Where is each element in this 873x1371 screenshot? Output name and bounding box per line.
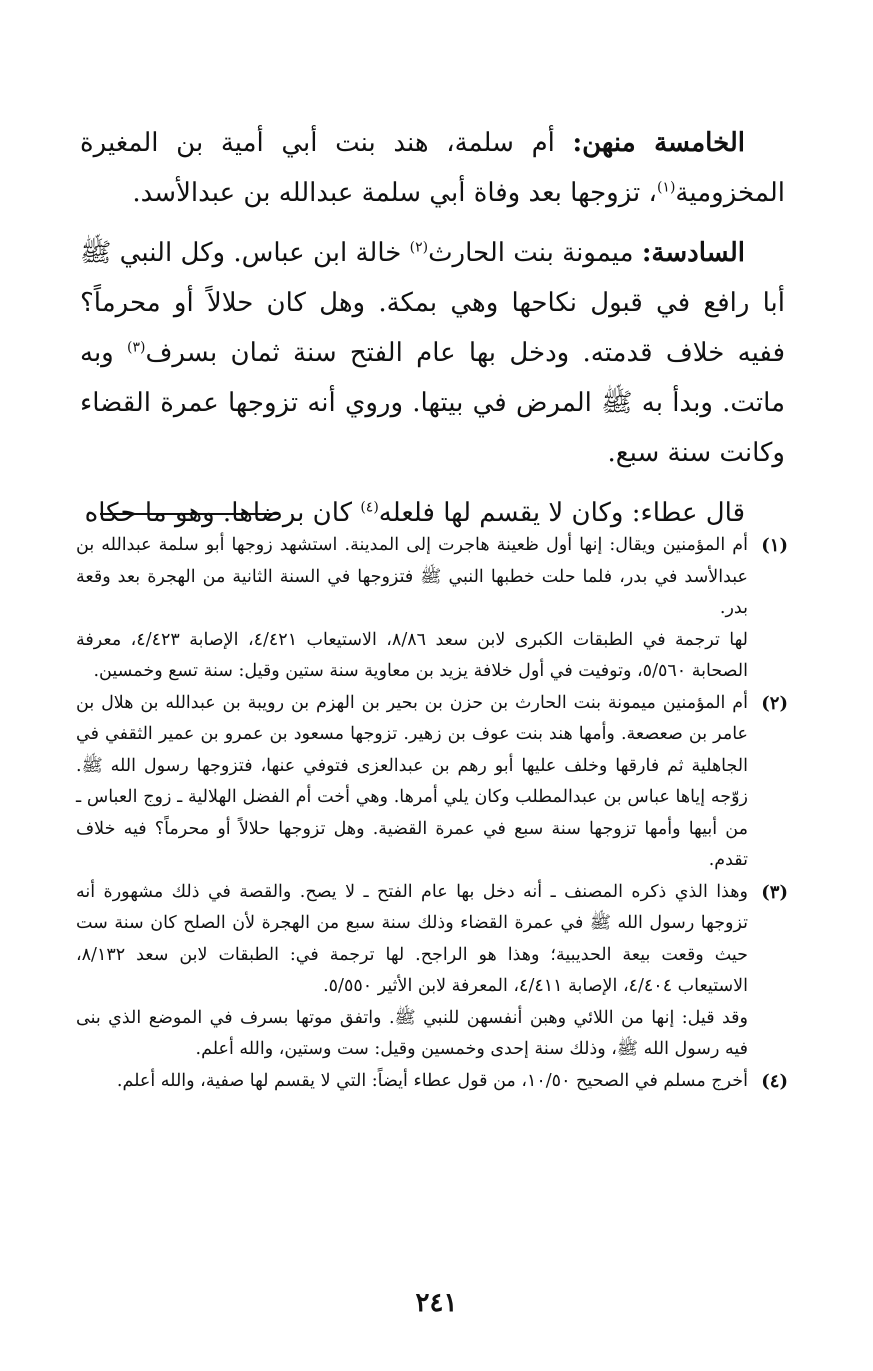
footnote-number: (١) xyxy=(761,535,788,556)
footnote-text: أم المؤمنين ميمونة بنت الحارث بن حزن بن بحير بن الهزم بن رويبة بن عبدالله بن هلال بن عامر بن صعصعة. وأمها هند بنت عوف بن زهير. تزوجها مسعود بن عمرو بن عمير الثقفي في الجاهلية ثم فارقها وخلف عليها أبو رهم بن عبدالعزى فتوفي عنها، فتزوجها رسول الله ﷺ. زوّجه إياها عباس بن عبدالمطلب وكان يلي أمرها. وهي أخت أم الفضل الهلالية ـ زوج العباس ـ من أبيها وأمها تزوجها سنة سبع في عمرة القضية. وهل تزوجها حلالاً أو محرماً؟ فيه خلاف تقدم. xyxy=(76,692,748,870)
footnote-ref: (٤) xyxy=(360,499,379,516)
footnote-number: (٤) xyxy=(761,1070,788,1092)
footnote-number: (٢) xyxy=(761,692,788,714)
footnote-2 xyxy=(76,688,788,877)
footnote-body xyxy=(76,688,748,877)
paragraph-text: أم سلمة، هند بنت أبي أمية بن المغيرة المخزومية xyxy=(80,128,785,208)
footnote-number: (٣) xyxy=(761,881,788,903)
footnote-body xyxy=(76,530,748,688)
paragraph-1 xyxy=(80,118,785,218)
paragraph-lead: السادسة: xyxy=(641,238,745,268)
footnote-1 xyxy=(76,530,788,688)
paragraph-text: وبه ماتت. وبدأ به ﷺ المرض في بيتها. وروي أنه تزوجها عمرة القضاء وكانت سنة سبع. xyxy=(80,338,785,468)
footnote-text: لها ترجمة في الطبقات الكبرى لابن سعد ٨/٨٦، الاستيعاب ٤/٤٢١، الإصابة ٤/٤٢٣، معرفة الصحابة ٥/٥٦٠، وتوفيت في أول خلافة يزيد بن معاوية سنة ستين وقيل: سنة تسع وخمسين. xyxy=(76,629,748,681)
footnote-body xyxy=(76,1066,748,1098)
footnote-separator xyxy=(100,513,278,515)
footnote-ref: (٣) xyxy=(127,339,146,356)
footnote-body xyxy=(76,877,748,1066)
paragraph-text: قال عطاء: وكان لا يقسم لها فلعله xyxy=(378,498,745,528)
footnotes xyxy=(76,530,788,1097)
footnote-4 xyxy=(76,1066,788,1098)
main-text xyxy=(80,118,785,548)
paragraph-lead: الخامسة منهن: xyxy=(572,128,746,158)
footnote-text: أم المؤمنين ويقال: إنها أول ظعينة هاجرت إلى المدينة. استشهد زوجها أبو سلمة عبدالله بن عبدالأسد في بدر، فلما حلت خطبها النبي ﷺ فتزوجها في السنة الثانية من الهجرة بعد وقعة بدر. xyxy=(76,535,748,618)
paragraph-text: خالة ابن عباس. وكل النبي ﷺ أبا رافع في قبول نكاحها وهي بمكة. وهل كان حلالاً أو محرماً؟ ففيه خلاف قدمته. ودخل بها عام الفتح سنة ثمان بسرف xyxy=(80,238,786,368)
paragraph-text: ميمونة بنت الحارث xyxy=(428,238,642,268)
footnote-text: أخرج مسلم في الصحيح ١٠/٥٠، من قول عطاء أيضاً: التي لا يقسم لها صفية، والله أعلم. xyxy=(116,1070,748,1091)
paragraph-text: كان برضاها. وهو ما حكاه xyxy=(84,498,361,528)
paragraph-2 xyxy=(80,228,785,478)
footnote-ref: (١) xyxy=(656,179,676,196)
page-number: ٢٤١ xyxy=(415,1288,458,1318)
footnote-text: وقد قيل: إنها من اللائي وهبن أنفسهن للنبي ﷺ. واتفق موتها بسرف في الموضع الذي بنى فيه رسول الله ﷺ، وذلك سنة إحدى وخمسين وقيل: ست وستين، والله أعلم. xyxy=(76,1007,748,1059)
paragraph-text: ، تزوجها بعد وفاة أبي سلمة عبدالله بن عبدالأسد. xyxy=(132,178,657,208)
footnote-text: وهذا الذي ذكره المصنف ـ أنه دخل بها عام الفتح ـ لا يصح. والقصة في ذلك مشهورة أنه تزوجها رسول الله ﷺ في عمرة القضاء وذلك سنة سبع من الهجرة لأن الصلح كان سنة ست حيث وقعت بيعة الحديبية؛ وهذا هو الراجح. لها ترجمة في: الطبقات لابن سعد ٨/١٣٢، الاستيعاب ٤/٤٠٤، الإصابة ٤/٤١١، المعرفة لابن الأثير ٥/٥٥٠. xyxy=(76,881,748,996)
footnote-3 xyxy=(76,877,788,1066)
footnote-ref: (٢) xyxy=(409,239,429,256)
